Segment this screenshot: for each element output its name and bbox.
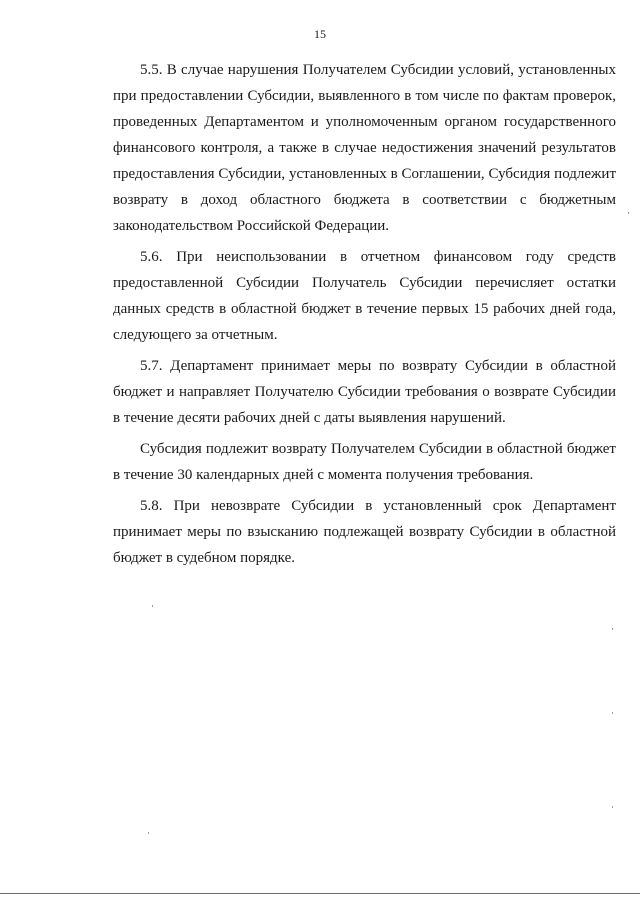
page-number: 15 (314, 27, 326, 41)
paragraph-5-7: 5.7. Департамент принимает меры по возврату Субсидии в областной бюджет и направляет Получателю Субсидии требования о возврате Субсидии в течение десяти рабочих дней с даты выявления нарушений. (113, 358, 616, 426)
scan-speck (152, 605, 153, 607)
scan-speck (148, 832, 149, 834)
paragraph-5-5: 5.5. В случае нарушения Получателем Субсидии условий, установленных при предоставлении Субсидии, выявленного в том числе по фактам проверок, проведенных Департаментом и уполномоченным органом государственного финансового контроля, а также в случае недостижения значений результатов предоставления Субсидии, установленных в Соглашении, Субсидия подлежит возврату в доход областного бюджета в соответствии с бюджетным законодательством Российской Федерации. (113, 62, 616, 234)
scan-speck (628, 212, 629, 214)
paragraph-subsidy-return: Субсидия подлежит возврату Получателем Субсидии в областной бюджет в течение 30 календарных дней с момента получения требования. (113, 441, 616, 483)
paragraph-5-8: 5.8. При невозврате Субсидии в установленный срок Департамент принимает меры по взысканию подлежащей возврату Субсидии в областной бюджет в судебном порядке. (113, 498, 616, 566)
scan-speck (612, 712, 613, 714)
bottom-scan-edge (0, 893, 640, 894)
scan-speck (612, 806, 613, 808)
paragraph-5-6: 5.6. При неиспользовании в отчетном финансовом году средств предоставленной Субсидии Получатель Субсидии перечисляет остатки данных средств в областной бюджет в течение первых 15 рабочих дней года, следующего за отчетным. (113, 249, 616, 343)
scan-speck (612, 628, 613, 630)
document-body (113, 57, 616, 576)
